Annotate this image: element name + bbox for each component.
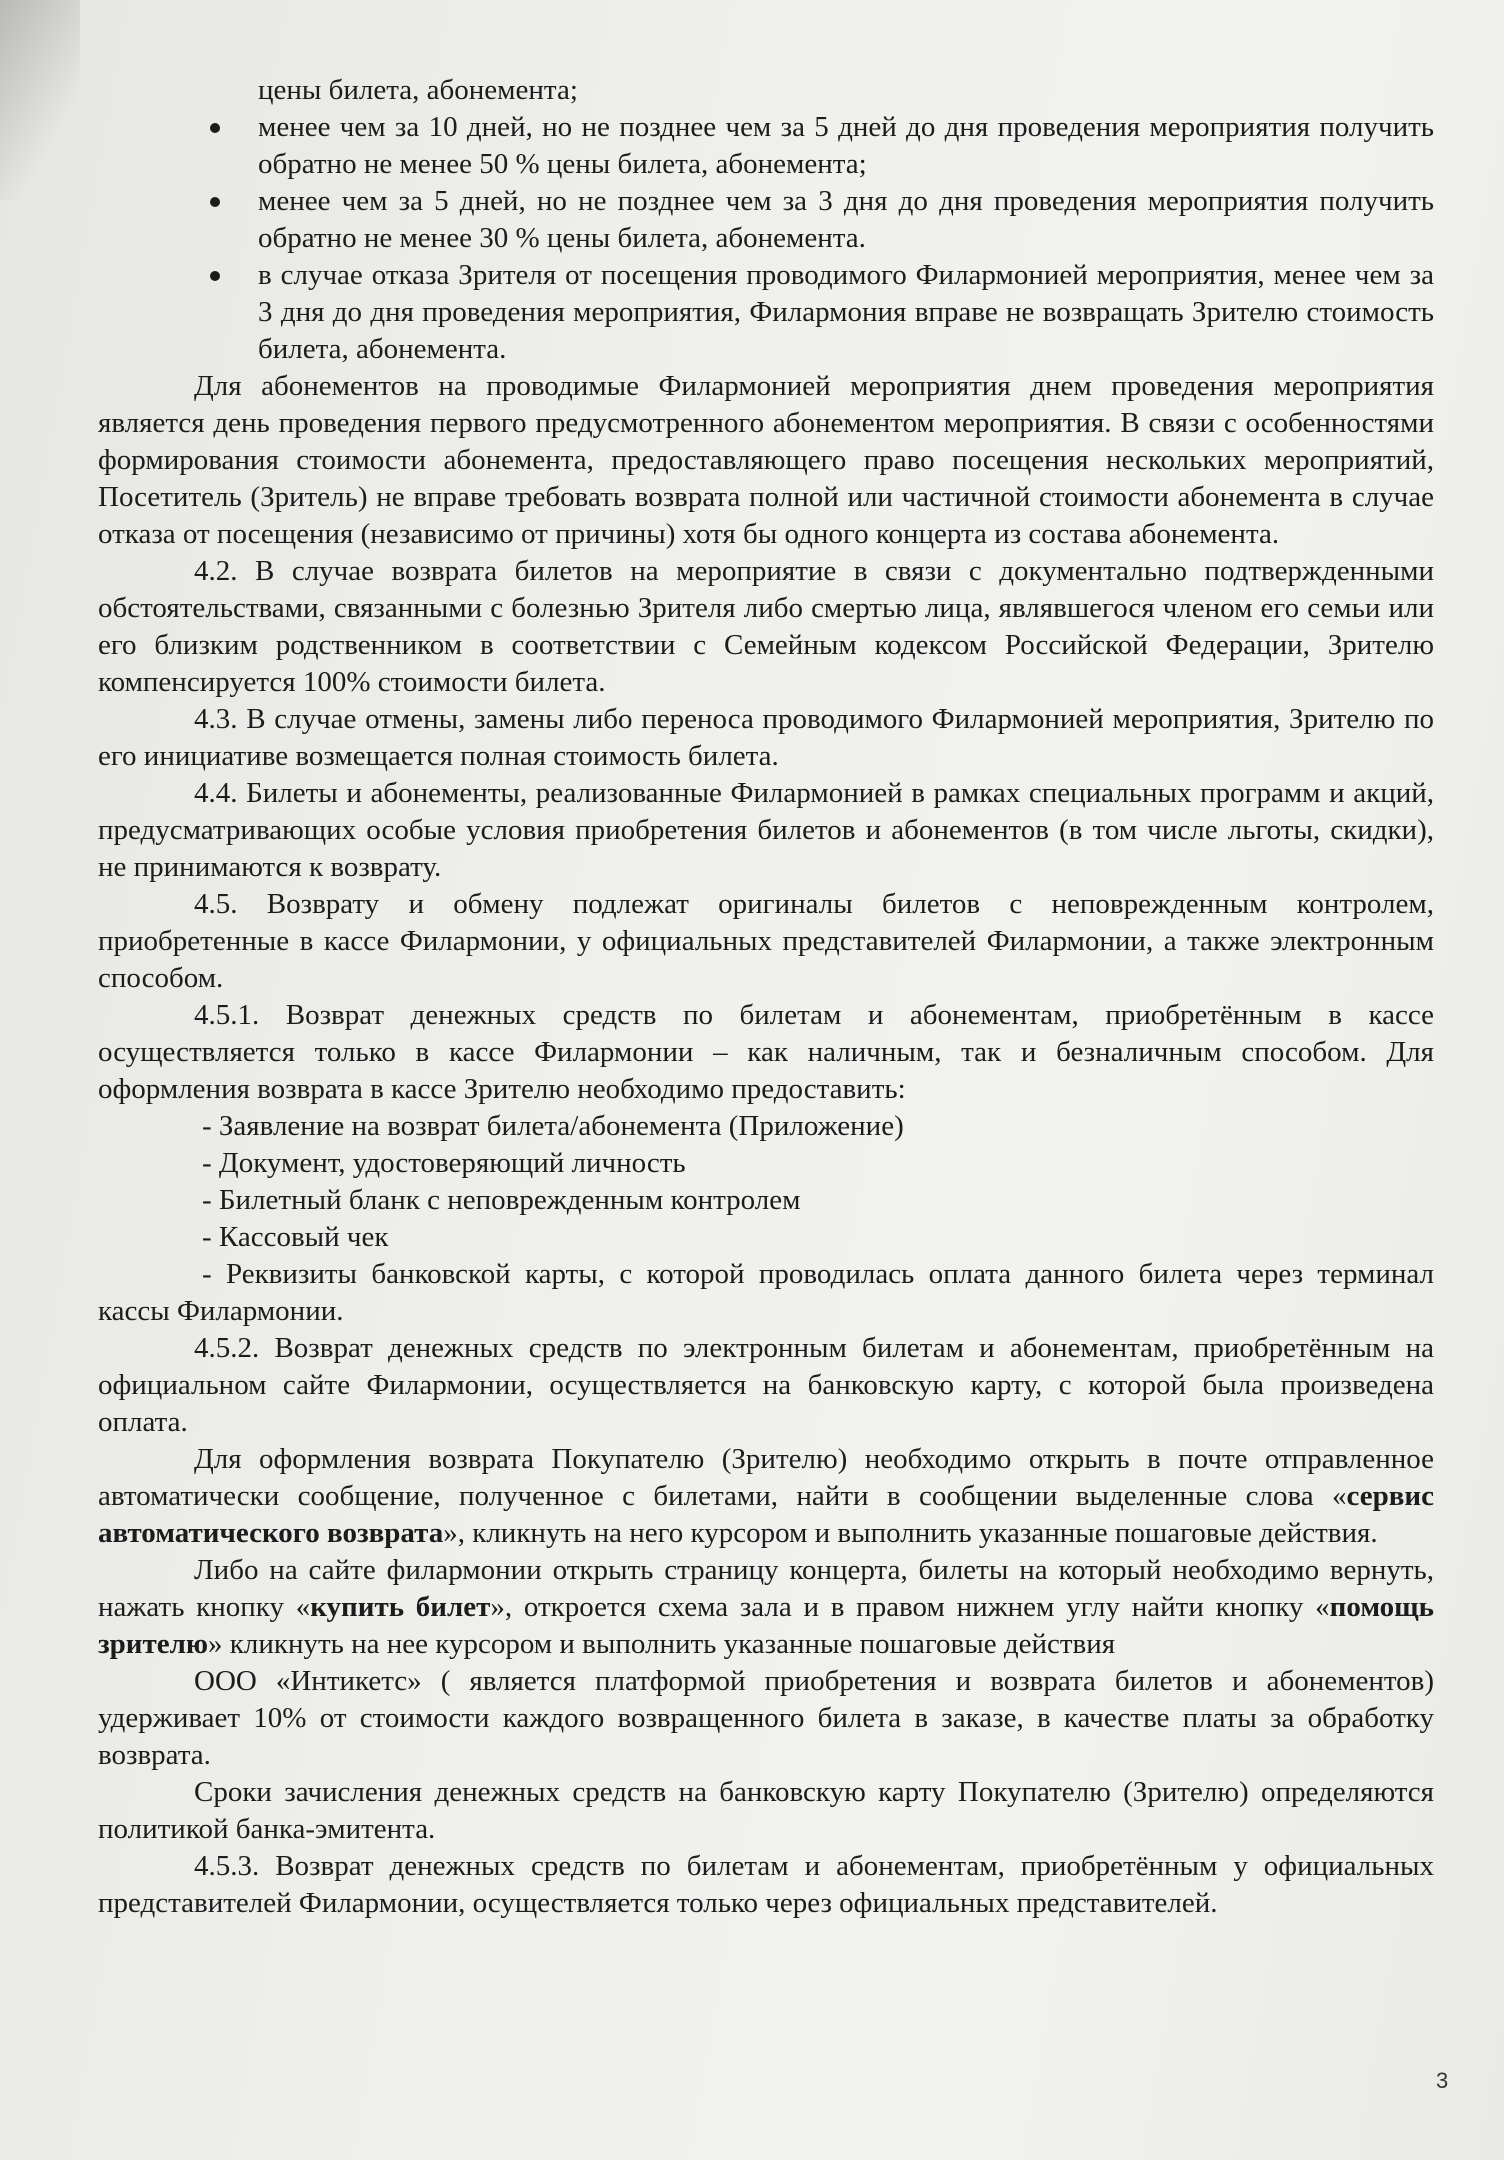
bullet-text: менее чем за 5 дней, но не позднее чем за 3 дня до дня проведения мероприятия получить обратно не менее 30 % цены билета, абонемента. — [258, 185, 1434, 254]
bullet-icon — [210, 123, 220, 133]
required-document-item: - Реквизиты банковской карты, с которой проводилась оплата данного билета через терминал кассы Филармонии. — [98, 1258, 1434, 1327]
bullet-item — [98, 257, 1434, 368]
page-fold-shadow — [0, 0, 80, 200]
required-document-item: - Документ, удостоверяющий личность — [202, 1147, 686, 1179]
bullet-text: в случае отказа Зрителя от посещения проводимого Филармонией мероприятия, менее чем за 3 дня до дня проведения мероприятия, Филармония вправе не возвращать Зрителю стоимость билета, абонемента. — [258, 259, 1434, 365]
bullet-icon — [210, 197, 220, 207]
paragraph-terms: Сроки зачисления денежных средств на банковскую карту Покупателю (Зрителю) определяются политикой банка-эмитента. — [98, 1776, 1434, 1845]
required-document-item: - Билетный бланк с неповрежденным контролем — [202, 1184, 801, 1216]
paragraph-4-3: 4.3. В случае отмены, замены либо переноса проводимого Филармонией мероприятия, Зрителю по его инициативе возмещается полная стоимость билета. — [98, 703, 1434, 772]
paragraph-4-5-1: 4.5.1. Возврат денежных средств по билетам и абонементам, приобретённым в кассе осуществляется только в кассе Филармонии – как наличным, так и безналичным способом. Для оформления возврата в кассе Зрителю необходимо предоставить: — [98, 999, 1434, 1105]
site-text-2: », откроется схема зала и в правом нижнем углу найти кнопку « — [490, 1591, 1330, 1623]
bullet-icon — [210, 271, 220, 281]
site-bold-help: помощь зрителю — [98, 1591, 1435, 1660]
required-document-item: - Заявление на возврат билета/абонемента (Приложение) — [202, 1110, 904, 1142]
paragraph-intickets: ООО «Интикетс» ( является платформой приобретения и возврата билетов и абонементов) удерживает 10% от стоимости каждого возвращенного билета в заказе, в качестве платы за обработку возврата. — [98, 1665, 1434, 1771]
required-document-item: - Кассовый чек — [202, 1221, 389, 1253]
lead-line: цены билета, абонемента; — [258, 74, 578, 106]
bullet-text: менее чем за 10 дней, но не позднее чем за 5 дней до дня проведения мероприятия получить обратно не менее 50 % цены билета, абонемента; — [258, 111, 1434, 180]
mail-bold-phrase: сервис автоматического возврата — [98, 1480, 1434, 1549]
paragraph-mail-return — [98, 1441, 1434, 1552]
paragraph-4-2: 4.2. В случае возврата билетов на мероприятие в связи с документально подтвержденными обстоятельствами, связанными с болезнью Зрителя либо смертью лица, являвшегося членом его семьи или его близким родственником в соответствии с Семейным кодексом Российской Федерации, Зрителю компенсируется 100% стоимости билета. — [98, 555, 1434, 698]
paragraph-4-5-2: 4.5.2. Возврат денежных средств по электронным билетам и абонементам, приобретённым на официальном сайте Филармонии, осуществляется на банковскую карту, с которой была произведена оплата. — [98, 1332, 1434, 1438]
document-text — [98, 72, 1434, 1922]
paragraph-site-return — [98, 1552, 1434, 1663]
mail-text-1: Для оформления возврата Покупателю (Зрителю) необходимо открыть в почте отправленное автоматически сообщение, полученное с билетами, найти в сообщении выделенные слова « — [98, 1443, 1434, 1512]
paragraph-4-5: 4.5. Возврату и обмену подлежат оригиналы билетов с неповрежденным контролем, приобретенные в кассе Филармонии, у официальных представителей Филармонии, а также электронным способом. — [98, 888, 1434, 994]
paragraph-4-5-3: 4.5.3. Возврат денежных средств по билетам и абонементам, приобретённым у официальных представителей Филармонии, осуществляется только через официальных представителей. — [98, 1850, 1434, 1919]
site-bold-buy: купить билет — [310, 1591, 491, 1623]
page-number: 3 — [1436, 2068, 1449, 2093]
paragraph-4-4: 4.4. Билеты и абонементы, реализованные Филармонией в рамках специальных программ и акций, предусматривающих особые условия приобретения билетов и абонементов (в том числе льготы, скидки), не принимаются к возврату. — [98, 777, 1434, 883]
site-text-1: Либо на сайте филармонии открыть страницу концерта, билеты на который необходимо вернуть, нажать кнопку « — [98, 1554, 1434, 1623]
site-text-3: » кликнуть на нее курсором и выполнить указанные пошаговые действия — [208, 1628, 1116, 1660]
mail-text-2: », кликнуть на него курсором и выполнить указанные пошаговые действия. — [443, 1517, 1378, 1549]
bullet-item — [98, 183, 1434, 257]
bullet-item — [98, 109, 1434, 183]
paragraph-subscriptions: Для абонементов на проводимые Филармонией мероприятия днем проведения мероприятия является день проведения первого предусмотренного абонементом мероприятия. В связи с особенностями формирования стоимости абонемента, предоставляющего право посещения нескольких мероприятий, Посетитель (Зритель) не вправе требовать возврата полной или частичной стоимости абонемента в случае отказа от посещения (независимо от причины) хотя бы одного концерта из состава абонемента. — [98, 370, 1434, 550]
